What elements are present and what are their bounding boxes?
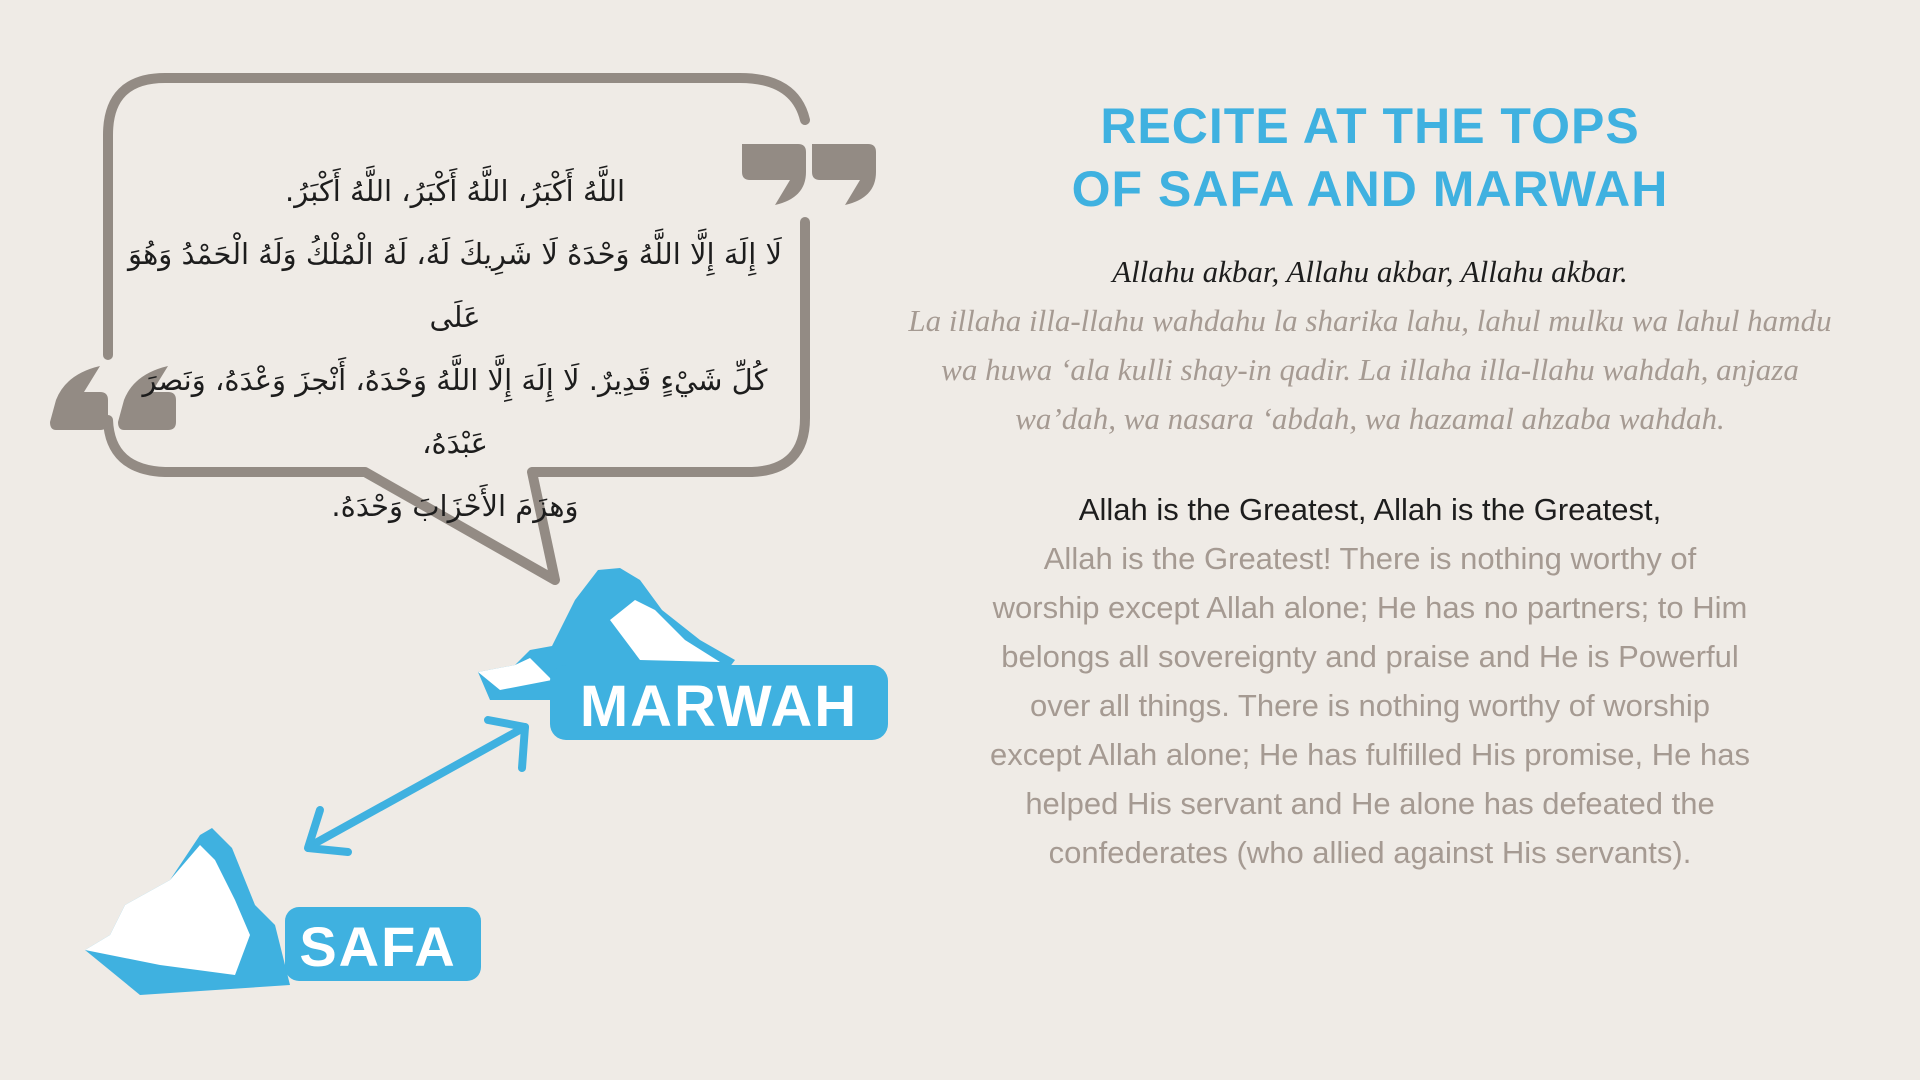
arabic-line: اللَّهُ أَكْبَرُ، اللَّهُ أَكْبَرُ، اللَّهُ أَكْبَرُ.	[285, 174, 625, 208]
translation-body: Allah is the Greatest! There is nothing worthy of worship except Allah alone; He has no partners; to Him belongs all sovereignty and praise and He is Powerful over all things. There is nothing worthy of worship except Allah alone; He has fulfilled His promise, He has helped His servant and He alone has defeated the confederates (who allied against His servants).	[990, 541, 1750, 870]
title-line-2: OF SAFA AND MARWAH	[1071, 161, 1669, 217]
transliteration-body: La illaha illa-llahu wahdahu la sharika lahu, lahul mulku wa lahul hamdu wa huwa ‘ala kulli shay-in qadir. La illaha illa-llahu wahdah, anjaza wa’dah, wa nasara ‘abdah, wa hazamal ahzaba wahdah.	[908, 303, 1832, 436]
arabic-line: لَا إِلَهَ إِلَّا اللَّهُ وَحْدَهُ لَا شَرِيكَ لَهُ، لَهُ الْمُلْكُ وَلَهُ الْحَمْدُ وَهُوَ عَلَى	[127, 237, 783, 334]
arabic-supplication	[120, 160, 790, 538]
recitation-column	[890, 95, 1850, 877]
translation	[990, 485, 1750, 877]
arabic-line: وَهزَمَ الأَحْزَابَ وَحْدَهُ.	[331, 489, 579, 523]
marwah-label: MARWAH	[579, 674, 859, 739]
arabic-line: كُلِّ شَيْءٍ قَدِيرٌ. لَا إِلَهَ إِلَّا اللَّهُ وَحْدَهُ، أَنْجزَ وَعْدَهُ، وَنَصرَ عَبْدَهُ،	[142, 363, 768, 460]
transliteration	[890, 247, 1850, 443]
safa-label: SAFA	[299, 915, 457, 978]
translation-lead: Allah is the Greatest, Allah is the Greatest,	[1078, 492, 1662, 527]
title-line-1: RECITE AT THE TOPS	[1100, 98, 1640, 154]
page-title	[890, 95, 1850, 221]
transliteration-lead: Allahu akbar, Allahu akbar, Allahu akbar.	[1112, 254, 1628, 289]
double-arrow-icon	[308, 720, 525, 852]
